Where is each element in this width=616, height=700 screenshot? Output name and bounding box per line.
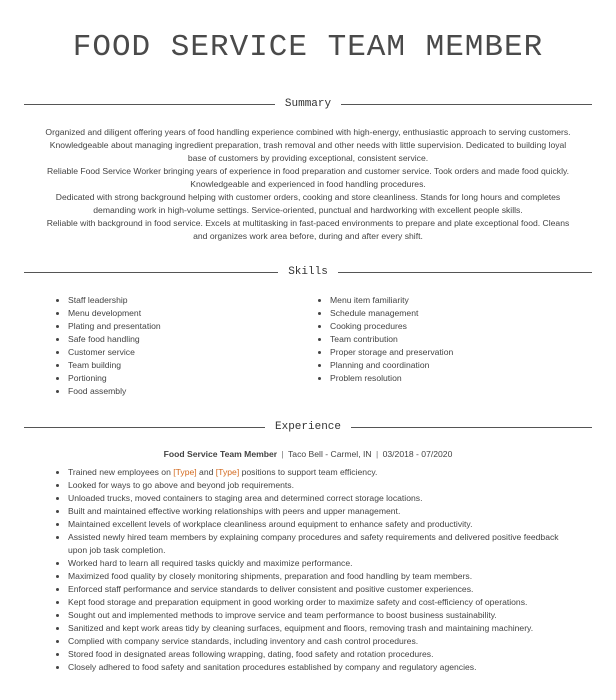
job-header <box>0 449 616 459</box>
duty-item <box>68 466 568 479</box>
resume-title: FOOD SERVICE TEAM MEMBER <box>72 30 544 65</box>
duty-item: • Assisted newly hired team members by explaining company procedures and safety requirements and delivered positive feedback upon job task completion. <box>68 531 568 557</box>
duty-item: • Closely adhered to food safety and sanitation procedures established by company and regulatory agencies. <box>68 661 568 674</box>
duty-item: • Built and maintained effective working relationships with peers and upper management. <box>68 505 568 518</box>
summary-paragraph: Organized and diligent offering years of food handling experience combined with high-energy, enthusiastic approach to serving customers. Knowledgeable about managing ingredient preparation, trash removal and other needs with little supervision. Dedicated to building loyal base of customers by providing exceptional, consistent service. <box>45 127 571 163</box>
duties-list <box>54 466 568 674</box>
job-position: Food Service Team Member <box>163 449 278 459</box>
duty-item: • Kept food storage and preparation equipment in good working order to maximize safety and cost-efficiency of operations. <box>68 596 568 609</box>
duty-item: • Unloaded trucks, moved containers to staging area and determined correct storage locations. <box>68 492 568 505</box>
duty-item: • Maximized food quality by closely monitoring shipments, preparation and food handling by team members. <box>68 570 568 583</box>
skill-item: • Proper storage and preservation <box>330 346 453 359</box>
job-separator: | <box>375 449 379 459</box>
skills-heading-label: Skills <box>288 266 328 278</box>
skill-item: • Staff leadership <box>68 294 161 307</box>
summary-paragraph: Reliable Food Service Worker bringing years of experience in food preparation and customer service. Took orders and made food quickly. Knowledgeable and experienced in food handling procedures. <box>46 166 570 189</box>
divider-line <box>24 104 275 105</box>
type-placeholder: [Type] <box>215 467 240 477</box>
duty-item: • Complied with company service standards, including inventory and cash control procedures. <box>68 635 568 648</box>
skill-item: • Problem resolution <box>330 372 453 385</box>
job-employer: Taco Bell - Carmel, IN <box>288 449 372 459</box>
divider-line <box>351 427 592 428</box>
summary-paragraph: Reliable with background in food service. Excels at multitasking in fast-paced environments to prepare and plate exceptional food. Cleans and organizes work area before, during and after every shift. <box>46 218 570 241</box>
skill-item: • Menu development <box>68 307 161 320</box>
duty-text: and <box>196 467 216 477</box>
job-dates: 03/2018 - 07/2020 <box>382 449 453 459</box>
skill-item: • Food assembly <box>68 385 161 398</box>
skill-item: • Portioning <box>68 372 161 385</box>
divider-line <box>341 104 592 105</box>
skill-item: • Customer service <box>68 346 161 359</box>
skill-item: • Schedule management <box>330 307 453 320</box>
duty-text: positions to support team efficiency. <box>239 467 378 477</box>
experience-heading-label: Experience <box>275 421 342 433</box>
summary-text <box>40 126 576 243</box>
duty-item: • Enforced staff performance and service standards to deliver consistent and positive customer experiences. <box>68 583 568 596</box>
skill-item: • Plating and presentation <box>68 320 161 333</box>
divider-line <box>338 272 592 273</box>
summary-paragraph: Dedicated with strong background helping with customer orders, cooking and store cleanliness. Stands for long hours and completes demanding work in high-volume settings. Service-oriented, punctual and hardworking with excellent people skills. <box>55 192 561 215</box>
skills-list-right <box>316 294 453 385</box>
duty-item: • Stored food in designated areas following wrapping, dating, food safety and rotation procedures. <box>68 648 568 661</box>
skill-item: • Cooking procedures <box>330 320 453 333</box>
skill-item: • Planning and coordination <box>330 359 453 372</box>
duty-item: • Sought out and implemented methods to improve service and team performance to boost business sustainability. <box>68 609 568 622</box>
summary-heading-label: Summary <box>284 98 332 110</box>
skills-heading <box>24 265 592 279</box>
skill-item: • Menu item familiarity <box>330 294 453 307</box>
duty-item: • Maintained excellent levels of workplace cleanliness around equipment to enhance safety and productivity. <box>68 518 568 531</box>
duty-item: • Sanitized and kept work areas tidy by cleaning surfaces, equipment and floors, removing trash and maintaining machinery. <box>68 622 568 635</box>
skills-list-left <box>54 294 161 398</box>
duty-item: • Worked hard to learn all required tasks quickly and maximize performance. <box>68 557 568 570</box>
experience-heading <box>24 420 592 434</box>
type-placeholder: [Type] <box>173 467 197 477</box>
duty-item: • Looked for ways to go above and beyond job requirements. <box>68 479 568 492</box>
skill-item: • Team contribution <box>330 333 453 346</box>
duty-text: Trained new employees on <box>68 467 174 477</box>
skill-item: • Team building <box>68 359 161 372</box>
summary-heading <box>24 97 592 111</box>
divider-line <box>24 427 265 428</box>
job-separator: | <box>281 449 284 459</box>
divider-line <box>24 272 278 273</box>
skill-item: • Safe food handling <box>68 333 161 346</box>
